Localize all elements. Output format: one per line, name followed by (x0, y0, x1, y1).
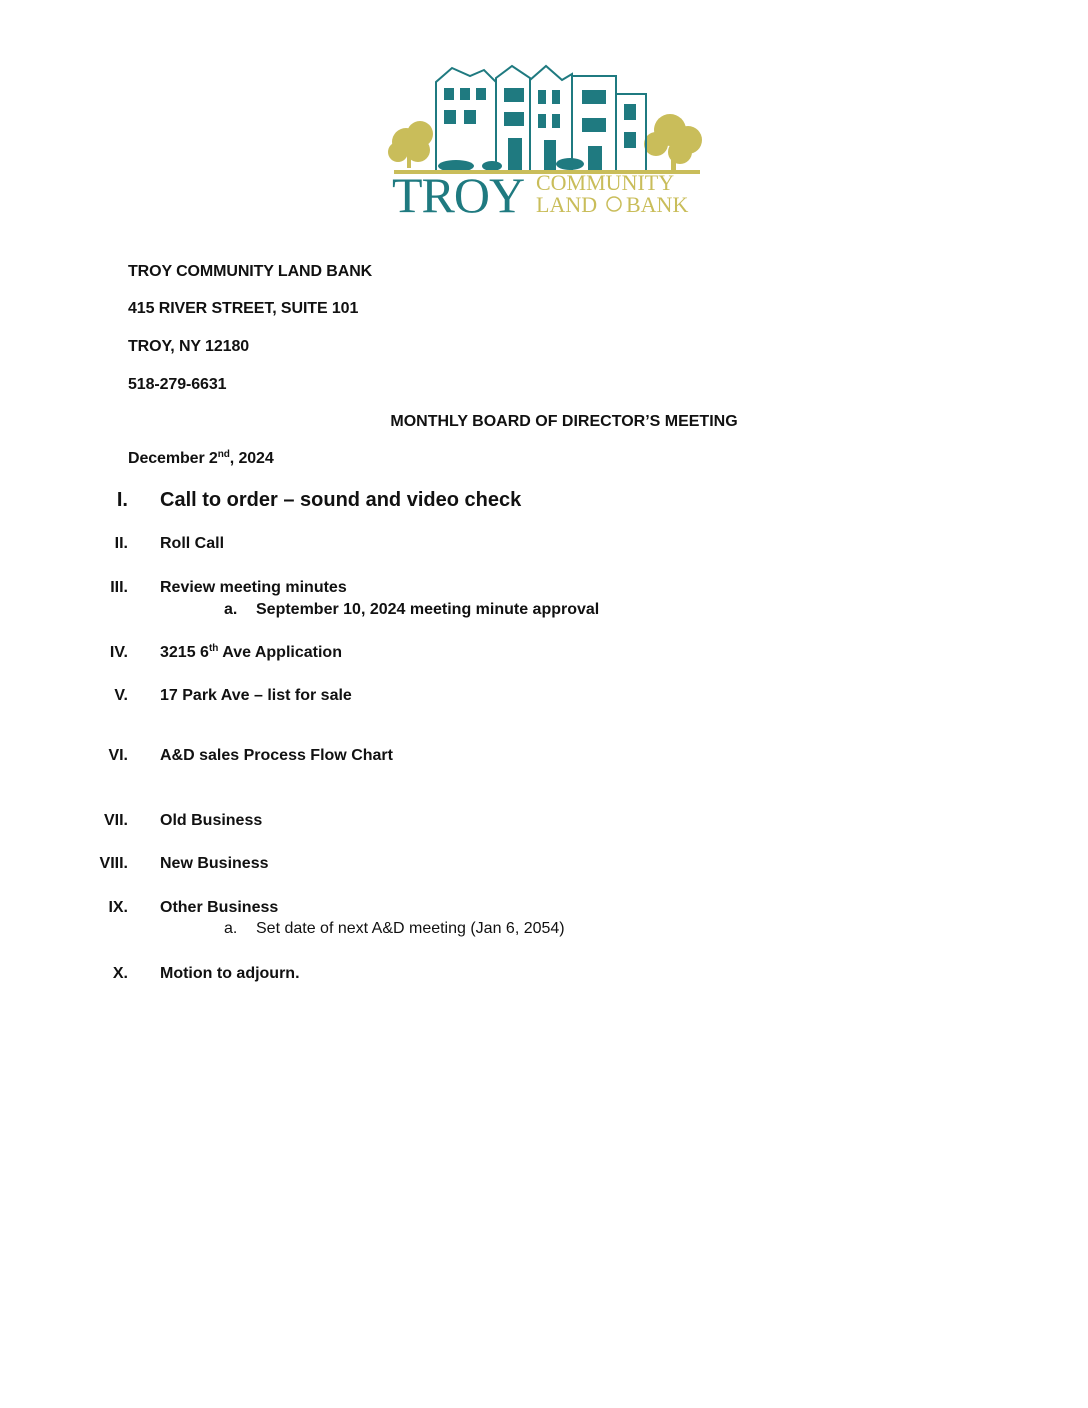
agenda-sub-letter: a. (224, 601, 238, 618)
agenda-item-adjourn: Motion to adjourn. (160, 965, 300, 982)
agenda-item-other-business: Other Business (160, 899, 279, 916)
org-phone: 518-279-6631 (128, 376, 227, 393)
agenda-item-park-ave: 17 Park Ave – list for sale (160, 687, 352, 704)
agenda-item-review-minutes: Review meeting minutes (160, 579, 347, 596)
left-tree-icon (388, 121, 433, 168)
seal-icon (607, 197, 621, 211)
meeting-title: MONTHLY BOARD OF DIRECTOR’S MEETING (390, 413, 738, 430)
troy-land-bank-logo (384, 60, 710, 220)
agenda-item-call-to-order: Call to order – sound and video check (160, 489, 522, 511)
svg-text:LAND: LAND (536, 192, 598, 217)
org-name: TROY COMMUNITY LAND BANK (128, 263, 373, 280)
agenda-item-new-business: New Business (160, 855, 269, 872)
agenda-item-old-business: Old Business (160, 812, 263, 829)
agenda-item-6th-ave-application: 3215 6th Ave Application (160, 643, 342, 661)
right-tree-icon (644, 114, 702, 170)
org-city: TROY, NY 12180 (128, 338, 250, 355)
agenda-sub-minute-approval: September 10, 2024 meeting minute approval (256, 601, 600, 618)
svg-text:COMMUNITY: COMMUNITY (536, 170, 675, 195)
windows-icon (444, 88, 636, 170)
svg-text:TROY: TROY (392, 167, 525, 220)
meeting-date: December 2nd, 2024 (128, 449, 274, 467)
agenda-sub-letter: a. (224, 920, 238, 937)
org-address: 415 RIVER STREET, SUITE 101 (128, 300, 359, 317)
agenda-sub-next-meeting: Set date of next A&D meeting (Jan 6, 2054) (256, 920, 565, 937)
svg-text:BANK: BANK (626, 192, 689, 217)
agenda-item-flow-chart: A&D sales Process Flow Chart (160, 747, 393, 764)
agenda-item-roll-call: Roll Call (160, 535, 225, 552)
